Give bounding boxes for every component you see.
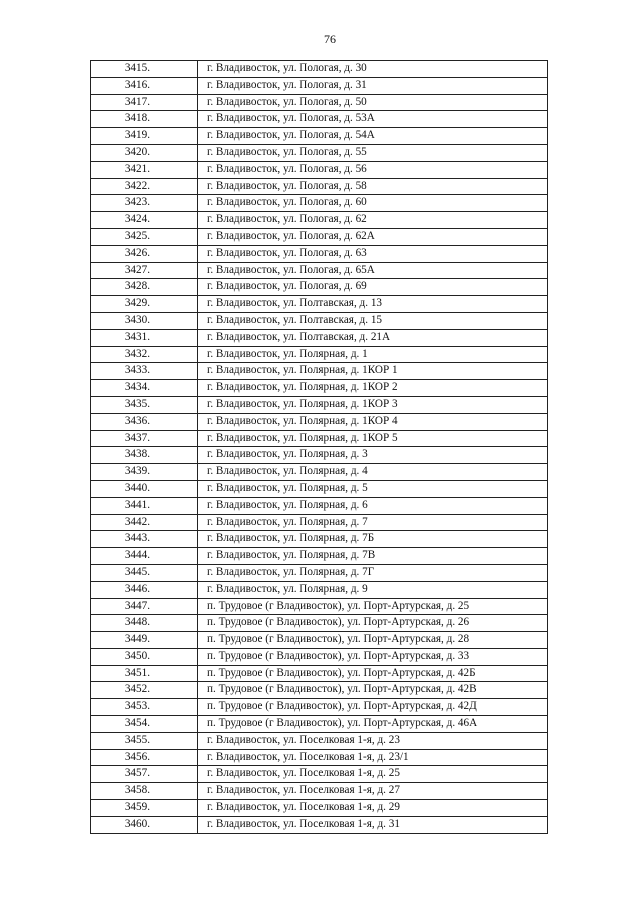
table-row: [91, 816, 548, 833]
row-number-cell: 3425.: [91, 228, 198, 245]
row-number-cell: 3415.: [91, 61, 198, 78]
address-cell: г. Владивосток, ул. Полярная, д. 7Г: [198, 564, 548, 581]
table-row: [91, 279, 548, 296]
address-cell: п. Трудовое (г Владивосток), ул. Порт-Артурская, д. 26: [198, 615, 548, 632]
row-number-cell: 3437.: [91, 430, 198, 447]
address-cell: г. Владивосток, ул. Полтавская, д. 21А: [198, 329, 548, 346]
address-cell: г. Владивосток, ул. Пологая, д. 63: [198, 245, 548, 262]
table-row: [91, 531, 548, 548]
row-number-cell: 3433.: [91, 363, 198, 380]
address-cell: г. Владивосток, ул. Пологая, д. 58: [198, 178, 548, 195]
table-row: [91, 598, 548, 615]
address-cell: г. Владивосток, ул. Полярная, д. 7: [198, 514, 548, 531]
row-number-cell: 3457.: [91, 766, 198, 783]
table-row: [91, 262, 548, 279]
address-cell: г. Владивосток, ул. Пологая, д. 65А: [198, 262, 548, 279]
row-number-cell: 3443.: [91, 531, 198, 548]
address-cell: г. Владивосток, ул. Пологая, д. 53А: [198, 111, 548, 128]
row-number-cell: 3454.: [91, 716, 198, 733]
table-row: [91, 212, 548, 229]
address-cell: г. Владивосток, ул. Поселковая 1-я, д. 25: [198, 766, 548, 783]
table-row: [91, 161, 548, 178]
address-cell: п. Трудовое (г Владивосток), ул. Порт-Артурская, д. 42В: [198, 682, 548, 699]
row-number-cell: 3450.: [91, 648, 198, 665]
table-row: [91, 716, 548, 733]
table-row: [91, 430, 548, 447]
address-cell: г. Владивосток, ул. Пологая, д. 56: [198, 161, 548, 178]
table-row: [91, 77, 548, 94]
row-number-cell: 3453.: [91, 699, 198, 716]
table-row: [91, 144, 548, 161]
table-row: [91, 61, 548, 78]
address-cell: г. Владивосток, ул. Поселковая 1-я, д. 31: [198, 816, 548, 833]
row-number-cell: 3439.: [91, 464, 198, 481]
table-row: [91, 245, 548, 262]
address-cell: п. Трудовое (г Владивосток), ул. Порт-Артурская, д. 46А: [198, 716, 548, 733]
address-cell: г. Владивосток, ул. Полярная, д. 1КОР 4: [198, 413, 548, 430]
address-cell: г. Владивосток, ул. Пологая, д. 54А: [198, 128, 548, 145]
address-cell: г. Владивосток, ул. Полярная, д. 1КОР 1: [198, 363, 548, 380]
address-cell: г. Владивосток, ул. Поселковая 1-я, д. 23/1: [198, 749, 548, 766]
table-row: [91, 682, 548, 699]
row-number-cell: 3441.: [91, 497, 198, 514]
table-row: [91, 312, 548, 329]
table-row: [91, 800, 548, 817]
address-cell: г. Владивосток, ул. Полярная, д. 1КОР 3: [198, 396, 548, 413]
page-number: 76: [324, 32, 336, 46]
address-cell: п. Трудовое (г Владивосток), ул. Порт-Артурская, д. 42Д: [198, 699, 548, 716]
table-row: [91, 464, 548, 481]
row-number-cell: 3419.: [91, 128, 198, 145]
table-row: [91, 346, 548, 363]
row-number-cell: 3421.: [91, 161, 198, 178]
address-cell: г. Владивосток, ул. Полярная, д. 1КОР 5: [198, 430, 548, 447]
row-number-cell: 3420.: [91, 144, 198, 161]
table-row: [91, 228, 548, 245]
address-cell: г. Владивосток, ул. Пологая, д. 60: [198, 195, 548, 212]
table-row: [91, 380, 548, 397]
row-number-cell: 3438.: [91, 447, 198, 464]
row-number-cell: 3435.: [91, 396, 198, 413]
address-cell: г. Владивосток, ул. Полярная, д. 7Б: [198, 531, 548, 548]
table-row: [91, 632, 548, 649]
address-cell: г. Владивосток, ул. Поселковая 1-я, д. 23: [198, 732, 548, 749]
row-number-cell: 3456.: [91, 749, 198, 766]
address-cell: г. Владивосток, ул. Поселковая 1-я, д. 27: [198, 783, 548, 800]
row-number-cell: 3430.: [91, 312, 198, 329]
row-number-cell: 3429.: [91, 296, 198, 313]
row-number-cell: 3417.: [91, 94, 198, 111]
table-row: [91, 548, 548, 565]
table-row: [91, 363, 548, 380]
table-row: [91, 94, 548, 111]
address-cell: г. Владивосток, ул. Полярная, д. 1: [198, 346, 548, 363]
table-row: [91, 413, 548, 430]
row-number-cell: 3458.: [91, 783, 198, 800]
row-number-cell: 3449.: [91, 632, 198, 649]
address-cell: п. Трудовое (г Владивосток), ул. Порт-Артурская, д. 33: [198, 648, 548, 665]
row-number-cell: 3451.: [91, 665, 198, 682]
address-cell: г. Владивосток, ул. Поселковая 1-я, д. 29: [198, 800, 548, 817]
address-cell: г. Владивосток, ул. Пологая, д. 50: [198, 94, 548, 111]
table-row: [91, 766, 548, 783]
row-number-cell: 3434.: [91, 380, 198, 397]
row-number-cell: 3460.: [91, 816, 198, 833]
address-cell: п. Трудовое (г Владивосток), ул. Порт-Артурская, д. 42Б: [198, 665, 548, 682]
table-row: [91, 564, 548, 581]
table-row: [91, 480, 548, 497]
row-number-cell: 3427.: [91, 262, 198, 279]
table-row: [91, 648, 548, 665]
table-row: [91, 665, 548, 682]
address-cell: г. Владивосток, ул. Пологая, д. 69: [198, 279, 548, 296]
address-cell: г. Владивосток, ул. Полярная, д. 6: [198, 497, 548, 514]
row-number-cell: 3432.: [91, 346, 198, 363]
address-table: [90, 60, 548, 834]
address-cell: г. Владивосток, ул. Пологая, д. 62: [198, 212, 548, 229]
address-cell: г. Владивосток, ул. Полярная, д. 4: [198, 464, 548, 481]
table-row: [91, 581, 548, 598]
table-row: [91, 329, 548, 346]
table-row: [91, 783, 548, 800]
row-number-cell: 3423.: [91, 195, 198, 212]
row-number-cell: 3452.: [91, 682, 198, 699]
table-row: [91, 128, 548, 145]
table-row: [91, 732, 548, 749]
address-cell: г. Владивосток, ул. Пологая, д. 62А: [198, 228, 548, 245]
address-cell: г. Владивосток, ул. Пологая, д. 30: [198, 61, 548, 78]
row-number-cell: 3422.: [91, 178, 198, 195]
row-number-cell: 3447.: [91, 598, 198, 615]
row-number-cell: 3418.: [91, 111, 198, 128]
row-number-cell: 3444.: [91, 548, 198, 565]
table-row: [91, 699, 548, 716]
table-row: [91, 514, 548, 531]
row-number-cell: 3448.: [91, 615, 198, 632]
address-table-body: [91, 61, 548, 834]
row-number-cell: 3416.: [91, 77, 198, 94]
row-number-cell: 3445.: [91, 564, 198, 581]
table-row: [91, 615, 548, 632]
address-cell: г. Владивосток, ул. Полярная, д. 1КОР 2: [198, 380, 548, 397]
row-number-cell: 3431.: [91, 329, 198, 346]
address-cell: г. Владивосток, ул. Полярная, д. 9: [198, 581, 548, 598]
address-cell: г. Владивосток, ул. Пологая, д. 55: [198, 144, 548, 161]
row-number-cell: 3459.: [91, 800, 198, 817]
row-number-cell: 3424.: [91, 212, 198, 229]
row-number-cell: 3446.: [91, 581, 198, 598]
address-cell: п. Трудовое (г Владивосток), ул. Порт-Артурская, д. 28: [198, 632, 548, 649]
table-row: [91, 296, 548, 313]
table-row: [91, 447, 548, 464]
row-number-cell: 3436.: [91, 413, 198, 430]
table-row: [91, 178, 548, 195]
row-number-cell: 3440.: [91, 480, 198, 497]
row-number-cell: 3426.: [91, 245, 198, 262]
table-row: [91, 396, 548, 413]
address-cell: г. Владивосток, ул. Пологая, д. 31: [198, 77, 548, 94]
address-cell: г. Владивосток, ул. Полярная, д. 7В: [198, 548, 548, 565]
row-number-cell: 3442.: [91, 514, 198, 531]
table-row: [91, 195, 548, 212]
table-row: [91, 111, 548, 128]
row-number-cell: 3428.: [91, 279, 198, 296]
table-row: [91, 749, 548, 766]
table-row: [91, 497, 548, 514]
address-cell: г. Владивосток, ул. Полярная, д. 3: [198, 447, 548, 464]
address-cell: г. Владивосток, ул. Полтавская, д. 13: [198, 296, 548, 313]
address-cell: г. Владивосток, ул. Полярная, д. 5: [198, 480, 548, 497]
address-cell: п. Трудовое (г Владивосток), ул. Порт-Артурская, д. 25: [198, 598, 548, 615]
address-cell: г. Владивосток, ул. Полтавская, д. 15: [198, 312, 548, 329]
row-number-cell: 3455.: [91, 732, 198, 749]
